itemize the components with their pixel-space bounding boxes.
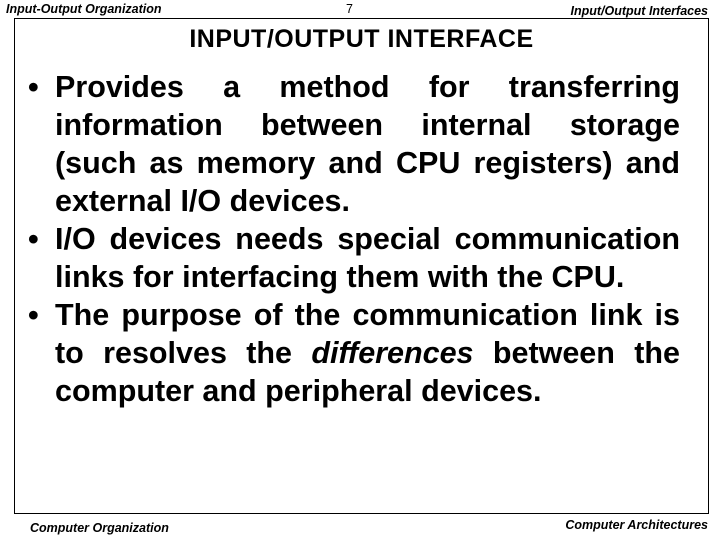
page-number: 7 (346, 2, 353, 16)
header-left-text: Input-Output Organization (6, 2, 162, 16)
bullet-text-start: The purpose of the communication link is to resolves the (55, 298, 680, 370)
bullet-text: I/O devices needs special communication links for interfacing them with the CPU. (55, 222, 680, 294)
bullet-item (28, 296, 680, 410)
bullet-text-end: between the computer and peripheral devices. (55, 336, 680, 408)
bullet-text: Provides a method for transferring information between internal storage (such as memory and CPU registers) and external I/O devices. (55, 70, 680, 218)
bullet-item (28, 220, 680, 296)
bullet-dot: • (28, 70, 39, 104)
bullet-item (28, 68, 680, 220)
bullet-dot: • (28, 298, 39, 332)
emphasized-word: differences (311, 336, 474, 370)
bullet-list (28, 68, 680, 410)
header-right-text: Input/Output Interfaces (570, 4, 708, 18)
footer-left-text: Computer Organization (30, 521, 169, 535)
slide-title: INPUT/OUTPUT INTERFACE (189, 25, 534, 53)
footer-right-text: Computer Architectures (565, 518, 708, 532)
bullet-dot: • (28, 222, 39, 256)
